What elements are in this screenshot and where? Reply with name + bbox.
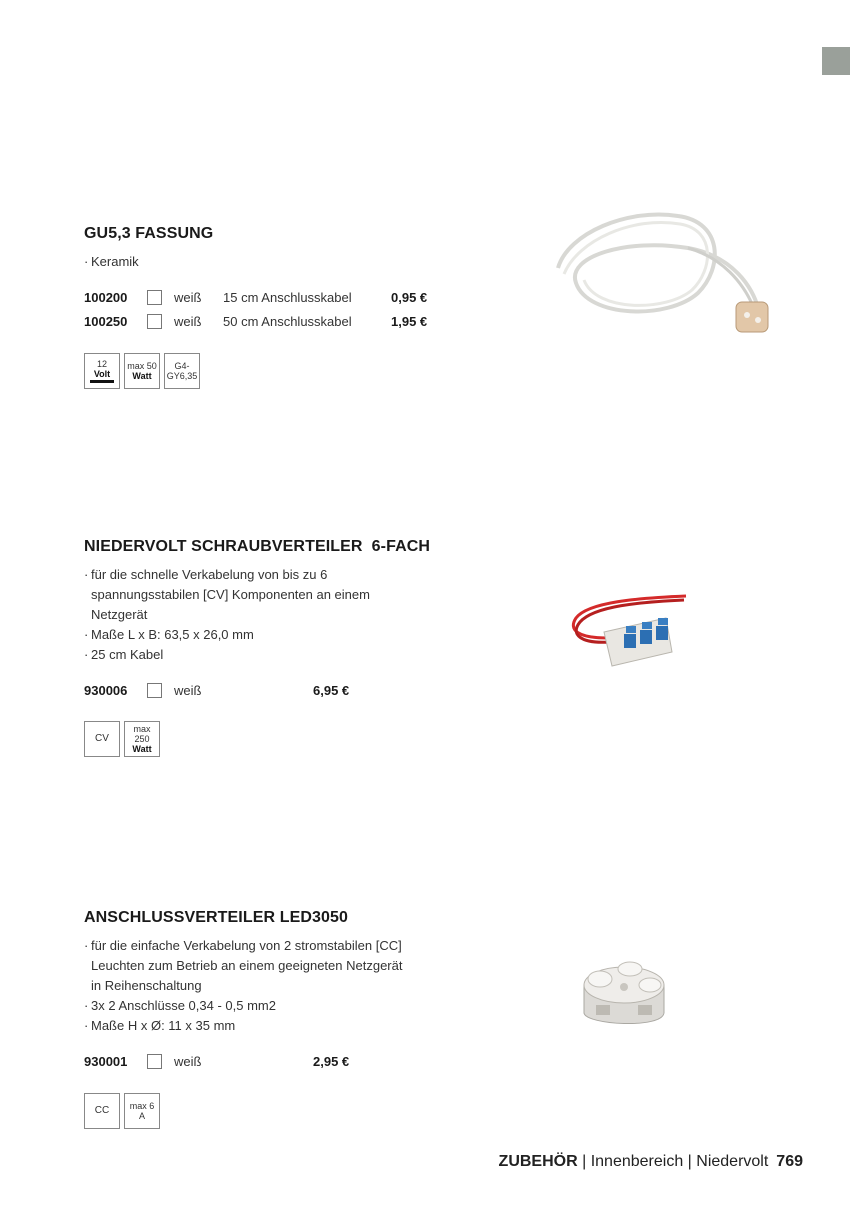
variant-row bbox=[84, 1051, 504, 1075]
feature-text: Leuchten zum Betrieb an einem geeigneten Netzgerät bbox=[91, 958, 403, 973]
order-checkbox[interactable] bbox=[147, 1054, 162, 1069]
article-number: 930006 bbox=[84, 683, 128, 698]
spec-icons bbox=[84, 353, 200, 389]
feature-text: in Reihenschaltung bbox=[91, 978, 202, 993]
variant-row bbox=[84, 287, 504, 311]
feature-item: · Maße L x B: 63,5 x 26,0 mm bbox=[84, 625, 504, 645]
feature-item-continued bbox=[84, 585, 504, 605]
icon-value: G4- bbox=[174, 361, 190, 371]
icon-value: CC bbox=[94, 1105, 110, 1116]
volt-icon bbox=[84, 353, 120, 389]
page-number: 769 bbox=[776, 1153, 803, 1170]
socket-icon bbox=[164, 353, 200, 389]
page-footer bbox=[499, 1153, 803, 1171]
schraubverteiler-photo bbox=[568, 590, 688, 680]
variant-row bbox=[84, 680, 504, 704]
variant-row bbox=[84, 311, 504, 335]
footer-separator: | bbox=[577, 1153, 591, 1170]
icon-unit: Volt bbox=[93, 369, 111, 379]
chapter-tab bbox=[822, 47, 850, 75]
order-checkbox[interactable] bbox=[147, 683, 162, 698]
icon-value: max 250 bbox=[133, 724, 151, 744]
cc-icon bbox=[84, 1093, 120, 1129]
footer-separator: | bbox=[683, 1153, 697, 1170]
product-schraubverteiler bbox=[84, 538, 504, 704]
ampere-icon bbox=[124, 1093, 160, 1129]
color-label: weiß bbox=[174, 1054, 202, 1069]
spec-icons bbox=[84, 1093, 160, 1129]
feature-list bbox=[84, 565, 504, 665]
spec-icons bbox=[84, 721, 160, 757]
article-number: 930001 bbox=[84, 1054, 128, 1069]
gu53-socket-photo bbox=[548, 208, 778, 343]
feature-item: · für die einfache Verkabelung von 2 stromstabilen [CC] bbox=[84, 936, 504, 956]
color-label: weiß bbox=[174, 683, 202, 698]
icon-value: CV bbox=[95, 733, 109, 744]
volt-bar-icon bbox=[90, 380, 114, 383]
footer-category: ZUBEHÖR bbox=[498, 1153, 578, 1170]
icon-value: max 6 bbox=[129, 1101, 155, 1111]
feature-text: spannungsstabilen [CV] Komponenten an einem bbox=[91, 587, 370, 602]
article-number: 100250 bbox=[84, 314, 128, 329]
price: 2,95 € bbox=[313, 1054, 350, 1069]
feature-text: Netzgerät bbox=[91, 607, 148, 622]
feature-item: · 3x 2 Anschlüsse 0,34 - 0,5 mm2 bbox=[84, 996, 504, 1016]
icon-unit: Watt bbox=[132, 744, 152, 754]
order-checkbox[interactable] bbox=[147, 290, 162, 305]
variant-list bbox=[84, 1051, 504, 1075]
watt-icon bbox=[124, 353, 160, 389]
variant-list bbox=[84, 680, 504, 704]
variant-description: 50 cm Anschlusskabel bbox=[223, 314, 352, 329]
feature-item-continued bbox=[84, 976, 504, 996]
feature-item-continued bbox=[84, 605, 504, 625]
icon-unit: GY6,35 bbox=[166, 371, 198, 381]
anschlussverteiler-photo bbox=[578, 955, 673, 1035]
footer-section: Innenbereich bbox=[590, 1153, 684, 1170]
feature-list bbox=[84, 252, 504, 272]
product-anschlussverteiler bbox=[84, 909, 504, 1075]
product-title: ANSCHLUSSVERTEILER LED3050 bbox=[84, 909, 348, 926]
price: 0,95 € bbox=[391, 290, 428, 305]
feature-item: · 25 cm Kabel bbox=[84, 645, 504, 665]
feature-item: · für die schnelle Verkabelung von bis zu 6 bbox=[84, 565, 504, 585]
icon-value: 12 bbox=[96, 359, 107, 369]
price: 6,95 € bbox=[313, 683, 350, 698]
color-label: weiß bbox=[174, 290, 202, 305]
order-checkbox[interactable] bbox=[147, 314, 162, 329]
footer-subsection: Niedervolt bbox=[696, 1153, 769, 1170]
color-label: weiß bbox=[174, 314, 202, 329]
product-title: NIEDERVOLT SCHRAUBVERTEILER 6-FACH bbox=[84, 538, 431, 555]
article-number: 100200 bbox=[84, 290, 128, 305]
feature-list bbox=[84, 936, 504, 1036]
feature-item-continued bbox=[84, 956, 504, 976]
feature-item: · Keramik bbox=[84, 252, 504, 272]
icon-unit: Watt bbox=[132, 371, 152, 381]
feature-item: · Maße H x Ø: 11 x 35 mm bbox=[84, 1016, 504, 1036]
price: 1,95 € bbox=[391, 314, 428, 329]
watt-icon bbox=[124, 721, 160, 757]
variant-description: 15 cm Anschlusskabel bbox=[223, 290, 352, 305]
icon-value: max 50 bbox=[127, 361, 157, 371]
cv-icon bbox=[84, 721, 120, 757]
variant-list bbox=[84, 287, 504, 335]
product-title: GU5,3 FASSUNG bbox=[84, 225, 214, 242]
product-gu53-fassung bbox=[84, 225, 504, 335]
icon-unit: A bbox=[138, 1111, 145, 1121]
